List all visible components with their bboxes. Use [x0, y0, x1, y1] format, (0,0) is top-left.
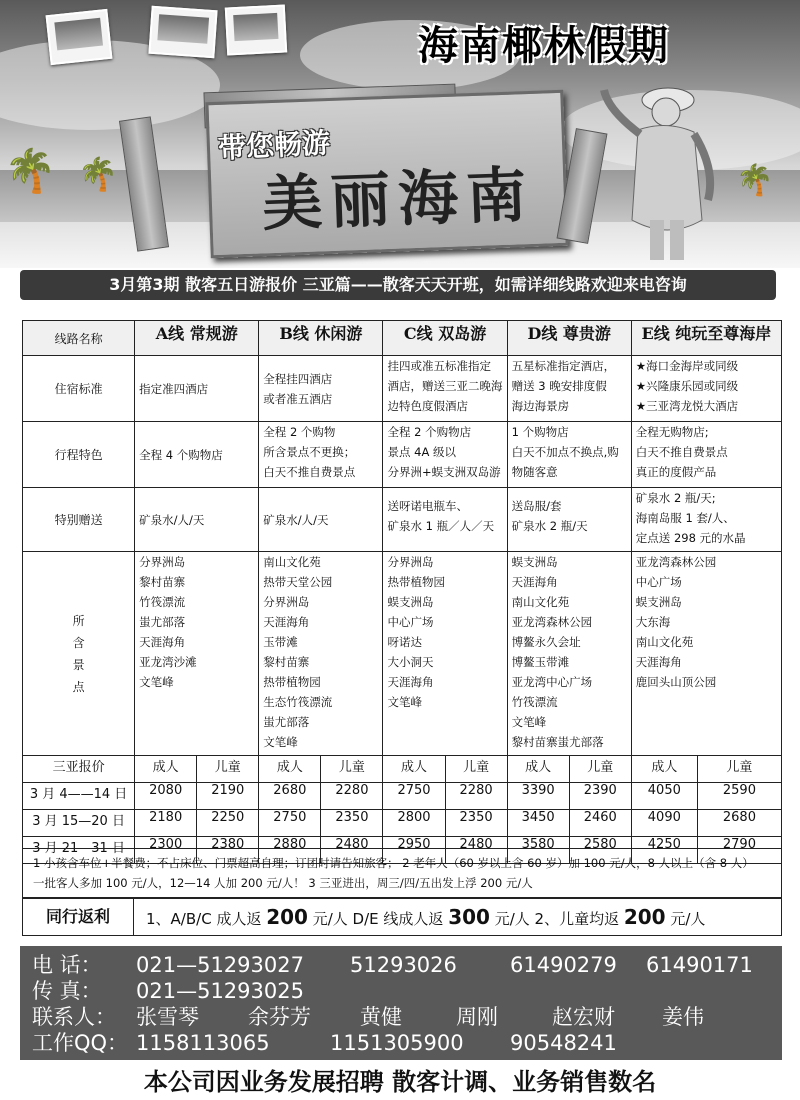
table-cell: 1 个购物店 白天不加点不换点,购 物随客意 [507, 422, 631, 488]
palm-tree-icon: 🌴 [78, 155, 118, 193]
table-cell: 全程 4 个购物店 [135, 422, 259, 488]
table-row-features [23, 422, 782, 488]
child-label: 儿童 [445, 756, 507, 783]
row-label-attractions: 所 含 景 点 [23, 552, 135, 756]
price-header-row [23, 756, 782, 783]
contact-people-line [32, 1004, 770, 1030]
price-cell: 2750 [259, 810, 321, 837]
contact-person: 余芬芳 [248, 1005, 311, 1029]
price-period: 3 月 15—20 日 [23, 810, 135, 837]
child-label: 儿童 [569, 756, 631, 783]
table-cell: 亚龙湾森林公园 中心广场 蜈支洲岛 大东海 南山文化苑 天涯海角 鹿回头山顶公园 [631, 552, 781, 756]
fax-number: 021—51293025 [136, 979, 304, 1003]
price-cell: 2280 [321, 783, 383, 810]
adult-label: 成人 [259, 756, 321, 783]
table-cell: 全程无购物店; 白天不推自费景点 真正的度假产品 [631, 422, 781, 488]
board-subtitle: 带您畅游 [217, 126, 331, 165]
route-a-header: A线 常规游 [135, 321, 259, 356]
adult-label: 成人 [631, 756, 697, 783]
note-line: 1 小孩含车位+半餐费；不占床位、门票超高自理；订团时请告知旅客； 2 老年人（60 岁以上含 60 岁）加 100 元/人，8 人以上（含 8 人） [33, 856, 754, 870]
table-cell: ★海口金海岸或同级 ★兴隆康乐园或同级 ★三亚湾龙悦大酒店 [631, 356, 781, 422]
price-period: 3 月 21—31 日 [23, 837, 135, 864]
headline-strip: 3月第3期 散客五日游报价 三亚篇——散客天天开班，如需详细线路欢迎来电咨询 [20, 270, 776, 300]
phone-line [32, 952, 770, 978]
price-row [23, 810, 782, 837]
price-cell: 3390 [507, 783, 569, 810]
adult-label: 成人 [507, 756, 569, 783]
price-cell: 2950 [383, 837, 445, 864]
price-cell: 2380 [197, 837, 259, 864]
row-label: 特别赠送 [23, 488, 135, 552]
adult-label: 成人 [383, 756, 445, 783]
agency-rebate [22, 898, 782, 936]
contact-person: 姜伟 [662, 1005, 704, 1029]
qq-number[interactable]: 1151305900 [330, 1031, 464, 1055]
price-cell: 2680 [697, 810, 781, 837]
phone-number[interactable]: 021—51293027 [136, 953, 304, 977]
tour-price-table [22, 320, 782, 864]
fax-label: 传 真： [32, 979, 102, 1003]
price-cell: 2080 [135, 783, 197, 810]
pinned-photo [46, 9, 113, 65]
child-label: 儿童 [697, 756, 781, 783]
price-cell: 2300 [135, 837, 197, 864]
price-cell: 2350 [445, 810, 507, 837]
table-cell: 矿泉水 2 瓶/天; 海南岛服 1 套/人、 定点送 298 元的水晶 [631, 488, 781, 552]
board-title: 美丽海南 [261, 160, 536, 240]
price-cell: 2680 [259, 783, 321, 810]
route-b-header: B线 休闲游 [259, 321, 383, 356]
table-cell: 全程挂四酒店 或者准五酒店 [259, 356, 383, 422]
hero-banner [0, 0, 800, 268]
price-cell: 3450 [507, 810, 569, 837]
price-cell: 2800 [383, 810, 445, 837]
price-cell: 2390 [569, 783, 631, 810]
price-cell: 2250 [197, 810, 259, 837]
price-cell: 2480 [445, 837, 507, 864]
price-cell: 4090 [631, 810, 697, 837]
price-notes [22, 848, 782, 898]
price-cell: 3580 [507, 837, 569, 864]
table-header-row [23, 321, 782, 356]
adult-label: 成人 [135, 756, 197, 783]
pinned-photo [225, 4, 287, 55]
table-cell: 矿泉水/人/天 [259, 488, 383, 552]
price-cell: 2790 [697, 837, 781, 864]
table-cell: 分界洲岛 热带植物园 蜈支洲岛 中心广场 呀诺达 大小洞天 天涯海角 文笔峰 [383, 552, 507, 756]
table-row-gifts [23, 488, 782, 552]
palm-tree-icon: 🌴 [4, 146, 57, 195]
price-cell: 2480 [321, 837, 383, 864]
table-cell: 全程 2 个购物 所含景点不更换； 白天不推自费景点 [259, 422, 383, 488]
palm-tree-icon: 🌴 [736, 163, 774, 198]
recruitment-footer: 本公司因业务发展招聘 散客计调、业务销售数名 [143, 1067, 657, 1096]
fax-line [32, 978, 770, 1004]
rebate-text: 1、A/B/C 成人返 200 元/人 D/E 线成人返 300 元/人 2、儿童均返 200 元/人 [146, 905, 706, 929]
row-label: 行程特色 [23, 422, 135, 488]
price-cell: 4050 [631, 783, 697, 810]
contact-person: 周刚 [456, 1005, 498, 1029]
table-cell: 指定准四酒店 [135, 356, 259, 422]
price-header-label: 三亚报价 [23, 756, 135, 783]
child-label: 儿童 [321, 756, 383, 783]
table-cell: 全程 2 个购物店 景点 4A 级以 分界洲+蜈支洲双岛游 [383, 422, 507, 488]
table-row-attractions [23, 552, 782, 756]
table-cell: 挂四或准五标准指定 酒店，赠送三亚二晚海 边特色度假酒店 [383, 356, 507, 422]
price-period: 3 月 4——14 日 [23, 783, 135, 810]
table-cell: 矿泉水/人/天 [135, 488, 259, 552]
price-row [23, 783, 782, 810]
price-cell: 2350 [321, 810, 383, 837]
price-cell: 2280 [445, 783, 507, 810]
corner-label: 线路名称 [23, 321, 135, 356]
table-cell: 分界洲岛 黎村苗寨 竹筏漂流 蚩尤部落 天涯海角 亚龙湾沙滩 文笔峰 [135, 552, 259, 756]
price-cell: 2880 [259, 837, 321, 864]
price-cell: 4250 [631, 837, 697, 864]
contact-person: 赵宏财 [552, 1005, 615, 1029]
rebate-amount: 200 [266, 905, 308, 929]
child-label: 儿童 [197, 756, 259, 783]
route-d-header: D线 尊贵游 [507, 321, 631, 356]
contact-person: 黄健 [360, 1005, 402, 1029]
woman-figure-illustration [598, 70, 718, 260]
route-c-header: C线 双岛游 [383, 321, 507, 356]
qq-label: 工作QQ： [32, 1031, 129, 1055]
phone-number[interactable]: 61490171 [646, 953, 753, 977]
phone-number[interactable]: 61490279 [510, 953, 617, 977]
rebate-amount: 300 [448, 905, 490, 929]
qq-number[interactable]: 90548241 [510, 1031, 617, 1055]
table-cell: 五星标准指定酒店， 赠送 3 晚安排度假 海边海景房 [507, 356, 631, 422]
contact-person: 张雪琴 [136, 1005, 199, 1029]
note-line: 一批客人多加 100 元/人，12—14 人加 200 元/人！ 3 三亚进出，周三/四/五出发上浮 200 元/人 [33, 876, 533, 890]
table-row-accommodation [23, 356, 782, 422]
route-e-header: E线 纯玩至尊海岸 [631, 321, 781, 356]
phone-label: 电 话： [32, 953, 102, 977]
qq-line [32, 1030, 770, 1056]
table-cell: 送呀诺电瓶车、 矿泉水 1 瓶／人／天 [383, 488, 507, 552]
table-cell: 蜈支洲岛 天涯海角 南山文化苑 亚龙湾森林公园 博鳌永久会址 博鳌玉带滩 亚龙湾中心广场 竹筏漂流 文笔峰 黎村苗寨蚩尤部落 [507, 552, 631, 756]
price-cell: 2180 [135, 810, 197, 837]
price-cell: 2750 [383, 783, 445, 810]
price-cell: 2590 [697, 783, 781, 810]
table-cell: 送岛服/套 矿泉水 2 瓶/天 [507, 488, 631, 552]
rebate-amount: 200 [623, 905, 666, 929]
pinned-photo [148, 6, 217, 58]
qq-number[interactable]: 1158113065 [136, 1031, 270, 1055]
phone-number[interactable]: 51293026 [350, 953, 457, 977]
contact-label: 联系人： [32, 1005, 116, 1029]
table-cell: 南山文化苑 热带天堂公园 分界洲岛 天涯海角 玉带滩 黎村苗寨 热带植物园 生态竹筏漂流 蚩尤部落 文笔峰 [259, 552, 383, 756]
row-label: 住宿标准 [23, 356, 135, 422]
rebate-label: 同行返利 [23, 899, 134, 935]
brand-title: 海南椰林假期 [418, 22, 670, 69]
price-cell: 2580 [569, 837, 631, 864]
contact-panel [20, 946, 782, 1060]
price-cell: 2190 [197, 783, 259, 810]
price-cell: 2460 [569, 810, 631, 837]
